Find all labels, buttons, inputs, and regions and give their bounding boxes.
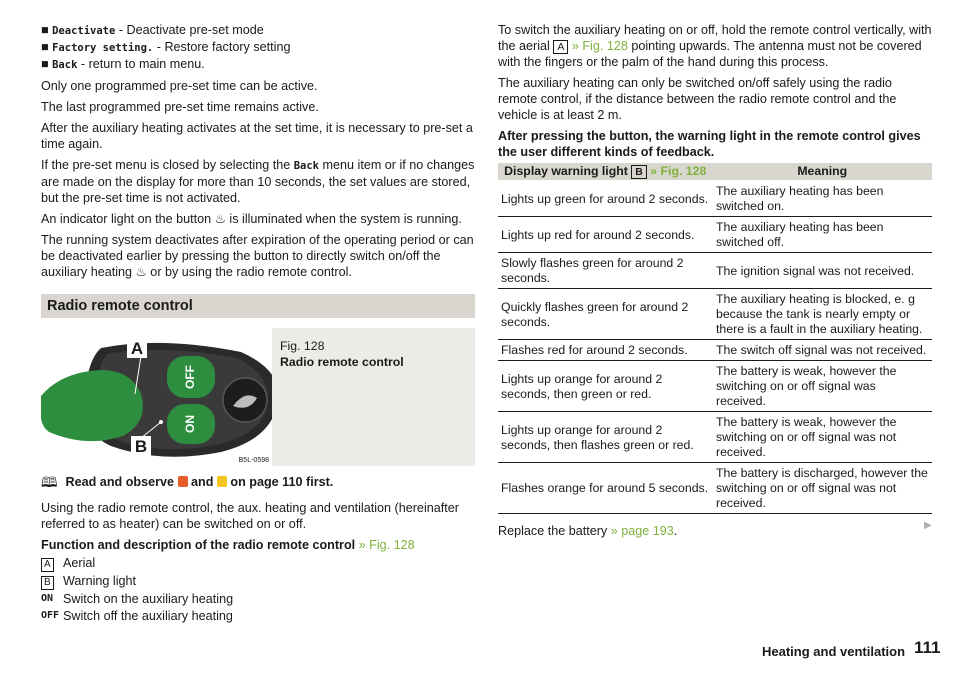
- bullet-deactivate: ■ Deactivate - Deactivate pre-set mode: [41, 23, 264, 37]
- warning-icon: [178, 476, 188, 487]
- table-row: Lights up red for around 2 seconds. The auxiliary heating has been switched off.: [498, 217, 932, 253]
- legend-key-on: ON: [41, 593, 54, 604]
- para-one-preset: Only one programmed pre-set time can be active.: [41, 79, 318, 93]
- right-column: [498, 22, 932, 544]
- table-row: Slowly flashes green for around 2 seconds. The ignition signal was not received.: [498, 253, 932, 289]
- off-button-label: OFF: [183, 365, 198, 389]
- legend-list: A Aerial B Warning light ON Switch on the auxiliary heating OFF Switch off the auxiliary heating: [41, 556, 234, 623]
- para-distance: The auxiliary heating can only be switched on/off safely using the radio remote control, if the distance between the radio remote control and the vehicle is at least 2 m.: [498, 76, 897, 122]
- caution-icon: [217, 476, 227, 487]
- fig-link[interactable]: » Fig. 128: [646, 164, 707, 178]
- bullet-factory: ■ Factory setting. - Restore factory setting: [41, 40, 291, 54]
- figure-caption: Fig. 128 Radio remote control: [280, 339, 404, 369]
- figure-128: [41, 328, 475, 466]
- page-number: 111: [914, 638, 941, 657]
- remote-control-illustration: [41, 328, 272, 466]
- table-row: Flashes orange for around 5 seconds. The battery is discharged, however the switching on or off signal was not received.: [498, 463, 932, 514]
- para-indicator-light: An indicator light on the button ♨ is illuminated when the system is running.: [41, 212, 462, 226]
- read-observe-note: 🕮 Read and observe and on page 110 first.: [41, 474, 334, 490]
- para-preset-closed: If the pre-set menu is closed by selecting the Back menu item or if no changes are made on the display for more than 10 seconds, the set values are stored, but the pre-set time is not activated.: [41, 158, 475, 205]
- table-row: Quickly flashes green for around 2 seconds. The auxiliary heating is blocked, e. g because the tank is nearly empty or there is a fault in the auxiliary heating.: [498, 289, 932, 340]
- callout-a: A: [130, 339, 144, 358]
- fig-link[interactable]: » Fig. 128: [568, 39, 628, 53]
- para-replace-battery: Replace the battery » page 193.: [498, 524, 678, 538]
- para-running-system: The running system deactivates after expiration of the operating period or can be deactivated earlier by pressing the button to directly switch on/off the auxiliary heating ♨ or by using the radio remote control.: [41, 233, 474, 279]
- footer-section: Heating and ventilation: [762, 644, 906, 659]
- legend-key-a: A: [41, 558, 54, 572]
- table-row: Lights up orange for around 2 seconds, then green or red. The battery is weak, however the switching on or off signal was received.: [498, 361, 932, 412]
- page-link[interactable]: » page 193: [610, 524, 674, 538]
- warning-light-table: [498, 163, 932, 514]
- para-switch-instruction: To switch the auxiliary heating on or off, hold the remote control vertically, with the aerial A » Fig. 128 pointing upwards. The antenna must not be covered with the fingers or the palm of the hand during this process.: [498, 23, 932, 69]
- book-icon: 🕮: [41, 474, 58, 490]
- table-row: Flashes red for around 2 seconds. The switch off signal was not received.: [498, 340, 932, 361]
- left-column: [41, 22, 475, 624]
- section-title: Radio remote control: [41, 294, 475, 318]
- para-intro: Using the radio remote control, the aux. heating and ventilation (hereinafter referred to as heater) can be switched on or off.: [41, 501, 459, 531]
- col-header-meaning: Meaning: [713, 163, 933, 181]
- figure-code: B5L-0598: [238, 457, 269, 464]
- continue-arrow-icon: ▶: [924, 520, 932, 531]
- aerial-key: A: [553, 40, 568, 54]
- heater-icon: ♨: [214, 212, 226, 226]
- col-header-light: Display warning light B » Fig. 128: [498, 163, 713, 181]
- legend-key-off: OFF: [41, 610, 60, 621]
- on-button-label: ON: [183, 415, 198, 433]
- func-heading: Function and description of the radio remote control » Fig. 128: [41, 538, 415, 552]
- fig-link[interactable]: » Fig. 128: [355, 538, 415, 552]
- table-row: Lights up green for around 2 seconds. The auxiliary heating has been switched on.: [498, 181, 932, 217]
- table-row: Lights up orange for around 2 seconds, then flashes green or red. The battery is weak, however the switching on or off signal was not received.: [498, 412, 932, 463]
- legend-key-b: B: [41, 576, 54, 590]
- para-last-preset: The last programmed pre-set time remains active.: [41, 100, 319, 114]
- heater-icon: ♨: [135, 265, 147, 279]
- bullet-back: ■ Back - return to main menu.: [41, 57, 205, 71]
- callout-b: B: [134, 437, 148, 456]
- para-feedback: After pressing the button, the warning light in the remote control gives the user different kinds of feedback.: [498, 129, 921, 159]
- para-after-activate: After the auxiliary heating activates at the set time, it is necessary to pre-set a time again.: [41, 121, 473, 151]
